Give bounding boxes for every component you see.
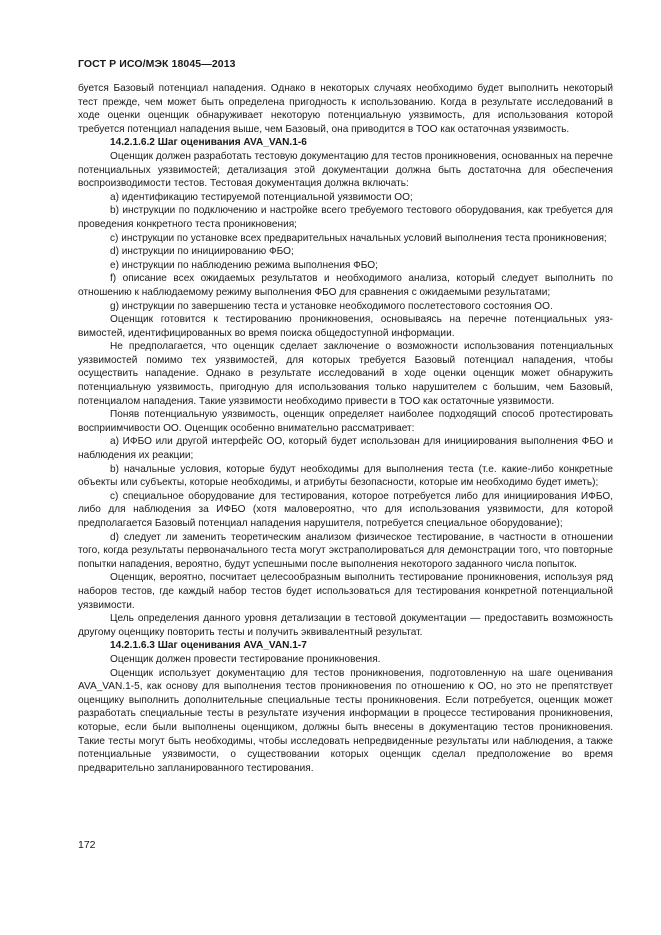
paragraph: c) специальное оборудование для тестирования, которое потребуется либо для инициирования ИФБО, либо для наблюдения за ИФБО (хотя маловероятно, что для использования уязвимости, для которой предполагается Базовый потенциал нападения нарушителя, потребуется специальное оборудование); xyxy=(78,490,613,529)
paragraph: a) ИФБО или другой интерфейс ОО, который будет использован для инициирования выполнения ФБО и наблюдения их реакции; xyxy=(78,436,613,462)
paragraph: g) инструкции по завершению теста и установке необходимого послетестового состояния ОО. xyxy=(110,300,553,312)
page-number: 172 xyxy=(78,839,96,851)
paragraph: b) инструкции по подключению и настройке всего требуемого тестового оборудования, как требуется для проведения конкретного теста проникновения; xyxy=(78,205,613,230)
paragraph: Оценщик, вероятно, посчитает целесообразным выполнить тестирование проникновения, используя ряд наборов тестов, где каждый набор тестов будет использоваться для тестирования конкретной потенциальной уязвимости. xyxy=(78,572,613,611)
paragraph: d) инструкции по инициированию ФБО; xyxy=(110,246,294,258)
paragraph: Оценщик использует документацию для тестов проникновения, подготовленную на шаге оценивания AVA_VAN.1-5, как основу для выполнения тестов проникновения по отношению к ОО, но это не препятствует оценщику выполнить дополнительные специальные тесты проникновения. Если потребуется, оценщик может разработать специальные тесты в результате изучения информации в процессе тестирования проникновения, которые, если были выполнены оценщиком, должны быть внесены в документацию тестов проникновения. Такие тесты могут быть необходимы, чтобы исследовать непредвиденные результаты или наблюдения, а также потенциальные уязвимости, о существовании которых оценщик сделал предположение во время предварительно запланированного тестирования. xyxy=(78,667,613,774)
paragraph: Оценщик должен провести тестирование проникновения. xyxy=(110,653,381,665)
paragraph: c) инструкции по установке всех предварительных начальных условий выполнения теста проникновения; xyxy=(110,232,607,244)
paragraph: Оценщик должен разработать тестовую документацию для тестов проникновения, основанных на перечне потенциальных уязвимостей; детализация этой документации должна быть достаточна для обеспечения воспроизводимости тестов. Тестовая документация должна включать: xyxy=(78,150,613,190)
paragraph: a) идентификацию тестируемой потенциальной уязвимости ОО; xyxy=(110,191,413,203)
paragraph: Цель определения данного уровня детализации в тестовой документации — предоставить возможность другому оценщику повторить тесты и получить эквивалентный результат. xyxy=(78,613,613,638)
paragraph: Не предполагается, что оценщик сделает заключение о возможности использования потенциальных уязвимостей помимо тех уязвимостей, для которых требуется Базовый потенциал нападения, чтобы осуществить нападение. Однако в результате исследований в ходе оценки оценщик может обнаружить потенциальную уязвимость, пригодную для использования только нарушителем с большим, чем Базовый, потенциалом нападения. Такие уязвимости необходимо привести в ТОО как остаточные уязвимости. xyxy=(78,341,613,407)
paragraph: Поняв потенциальную уязвимость, оценщик определяет наиболее подходящий способ протестировать восприимчивости ОО. Оценщик особенно внимательно рассматривает: xyxy=(78,409,613,434)
document-body xyxy=(78,82,613,775)
paragraph: f) описание всех ожидаемых результатов и необходимого анализа, который следует выполнить по отношению к наблюдаемому режиму выполнения ФБО для сравнения с ожидаемыми результатами; xyxy=(78,273,613,298)
section-heading: 14.2.1.6.3 Шаг оценивания AVA_VAN.1-7 xyxy=(110,640,307,652)
paragraph: буется Базовый потенциал нападения. Однако в некоторых случаях необходимо будет выполнить некоторый тест прежде, чем может быть определена пригодность к использованию. Когда в результате исследований в ходе оценки оценщик обнаруживает некоторую потенциальную уязвимость, для использования которой требуется потенциал нападения выше, чем Базовый, она приводится в ТОО как остаточная уязвимость. xyxy=(78,83,613,135)
paragraph: e) инструкции по наблюдению режима выполнения ФБО; xyxy=(110,259,378,271)
paragraph: Оценщик готовится к тестированию проникновения, основываясь на перечне потенциальных уязвимостей, идентифицированных во время поиска общедоступной информации. xyxy=(78,314,613,339)
paragraph: d) следует ли заменить теоретическим анализом физическое тестирование, в частности в отношении того, когда результаты первоначального теста могут экстраполироваться для демонстрации того, что повторные попытки нападения, вероятно, будут успешными после выполнения некоторого заданного числа попыток. xyxy=(78,531,613,570)
section-heading: 14.2.1.6.2 Шаг оценивания AVA_VAN.1-6 xyxy=(110,137,307,149)
paragraph: b) начальные условия, которые будут необходимы для выполнения теста (т.е. какие-либо конкретные объекты или субъекты, которые необходимы, и атрибуты безопасности, которые им необходимо будет иметь); xyxy=(78,463,613,489)
document-header: ГОСТ Р ИСО/МЭК 18045—2013 xyxy=(78,58,236,70)
